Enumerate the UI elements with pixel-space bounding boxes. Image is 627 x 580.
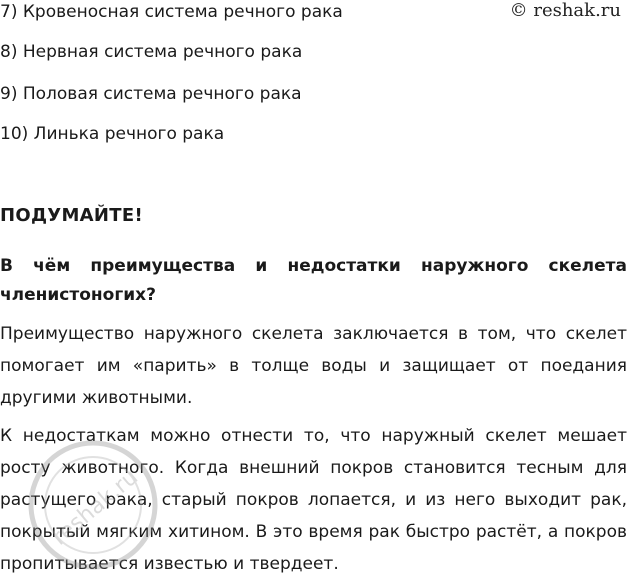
svg-text:reshak.ru: reshak.ru <box>47 464 144 551</box>
topic-item-7: 7) Кровеносная система речного рака <box>0 2 343 22</box>
watermark-site: © reshak.ru <box>509 0 621 21</box>
topic-item-9: 9) Половая система речного рака <box>0 84 302 104</box>
think-question: В чём преимущества и недостатки наружного скелета членистоногих? <box>0 256 627 305</box>
topic-item-10: 10) Линька речного рака <box>0 124 225 144</box>
answer-disadvantage: К недостаткам можно отнести то, что наружный скелет мешает росту животного. Когда внешний покров становится тесным для растущего рака, старый покров лопается, и из него выходит рак, покрытый мягким хитином. В это время рак быстро растёт, а покров пропитывается известью и твердеет. <box>0 426 627 574</box>
answer-advantage: Преимущество наружного скелета заключается в том, что скелет помогает им «парить» в толще воды и защищает от поедания другими животными. <box>0 324 627 408</box>
think-heading: ПОДУМАЙТЕ! <box>0 205 143 226</box>
topic-item-8: 8) Нервная система речного рака <box>0 42 303 62</box>
